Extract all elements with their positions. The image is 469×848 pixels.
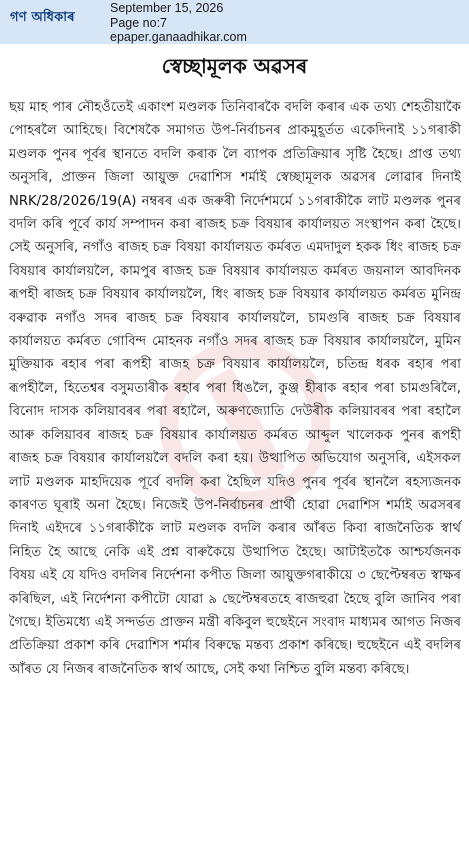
- epaper-header: [0, 0, 469, 44]
- newspaper-logo[interactable]: [10, 8, 75, 29]
- article-headline: স্বেচ্ছামূলক অৱসৰ: [161, 54, 308, 78]
- issue-date: September 15, 2026: [110, 1, 224, 15]
- page-number: Page no:7: [110, 15, 167, 30]
- article-body: ছয় মাহ পাৰ নৌহওঁতেই একাংশ মণ্ডলক তিনিবাৰকৈ বদলি কৰাৰ এক তথ্য শেহতীয়াকৈ পোহৰলৈ আহিছে। বিশেষকৈ সমাগত উপ-নিৰ্বাচনৰ প্ৰাকমুহূৰ্তত একেদিনাই ১১গৰাকী মণ্ডলক পুনৰ পূৰ্বৰ স্থানতে বদলি কৰাক লৈ ব্যাপক প্ৰতিক্ৰিয়াৰ সৃষ্টি হৈছে। প্ৰাপ্ত তথ্য অনুসৰি, প্ৰাক্তন জিলা আয়ুক্ত দেৱাশিস শৰ্মাই স্বেচ্ছামূলক অৱসৰ লোৱাৰ দিনাই NRK/28/2026/19(A) নম্বৰৰ এক জৰুৰী নিৰ্দেশমৰ্মে ১১গৰাকীকৈ লাট মণ্ডলক পুনৰ বদলি কৰি পূৰ্বে কাৰ্য সম্পাদন কৰা ৰাজহ চক্ৰ বিষয়াৰ কাৰ্যালয়ত সংস্থাপন কৰা হৈছে। সেই অনুসৰি, নগাঁও ৰাজহ চক্ৰ বিষয়া কাৰ্যালয়ত কৰ্মৰত এমদাদুল হকক ধিং ৰাজহ চক্ৰ বিষয়াৰ কাৰ্যালয়লৈ, কামপুৰ ৰাজহ চক্ৰ বিষয়াৰ কাৰ্যালয়ত কৰ্মৰত জয়নাল আবদিনক ৰূপহী ৰাজহ চক্ৰ বিষয়াৰ কাৰ্যালয়লৈ, ধিং ৰাজহ চক্ৰ বিষয়াৰ কাৰ্যালয়ত কৰ্মৰত মুনিন্দ্ৰ বৰুৱাক নগাঁও সদৰ ৰাজহ চক্ৰ বিষয়াৰ কাৰ্যালয়লৈ, চামগুৰি ৰাজহ চক্ৰ বিষয়াৰ কাৰ্যালয়ত কৰ্মৰত গোবিন্দ মোহনক নগাঁও সদৰ ৰাজহ চক্ৰ বিষয়াৰ কাৰ্যালয়লৈ, মুমিন মুক্তিয়াক ৰহাৰ পৰা ৰূপহী ৰাজহ চক্ৰ বিষয়াৰ কাৰ্যালয়লৈ, চতিন্দ্ৰ ধৰক ৰহাৰ পৰা ৰূপহীলৈ, হিতেশ্বৰ বসুমতাৰীক ৰহাৰ পৰা ধিঙলৈ, কুঞ্জ হীৰাক ৰহাৰ পৰা চামগুৰিলৈ, বিনোদ দাসক কলিয়াবৰৰ পৰা ৰহালৈ, অৰুণজ্যোতি দেউৰীক কলিয়াবৰৰ পৰা ৰহালৈ আৰু কলিয়াবৰ ৰাজহ চক্ৰ বিষয়াৰ কাৰ্যালয়ত কৰ্মৰত আব্দুল খালেকক পুনৰ ৰূপহী ৰাজহ চক্ৰ বিষয়াৰ কাৰ্যালয়লৈ বদলি কৰা হয়। উত্থাপিত অভিযোগ অনুসৰি, এইসকল লাট মণ্ডলক মাহদিয়েক পূৰ্বে বদলি কৰা হৈছিল যদিও পুনৰ পূৰ্বৰ স্থানলৈ ৰহস্যজনক কাৰণত ঘূৰাই অনা হৈছে। নিজেই উপ-নিৰ্বাচনৰ প্ৰাৰ্থী হোৱা দেৱাশিস শৰ্মাই অৱসৰৰ দিনাই এইদৰে ১১গৰাকীকৈ লাট মণ্ডলক বদলি কৰাৰ আঁৰত কিবা ৰাজনৈতিক স্বাৰ্থ নিহিত হৈ আছে নেকি এই প্ৰশ্ন বাৰুকৈয়ে উত্থাপিত হৈছে। আটাইতকৈ আশ্চৰ্যজনক বিষয় এই যে যদিও বদলিৰ নিৰ্দেশনা কপীত জিলা আয়ুক্তগৰাকীয়ে ৩ ছেপ্টেম্বৰত স্বাক্ষৰ কৰিছিল, এই নিৰ্দেশনা কপীটো যোৱা ৯ ছেপ্টেম্বৰতহে ৰাজহুৱা হৈছে বুলি জানিব পৰা গৈছে। ইতিমধ্যে এই সন্দৰ্ভত প্ৰাক্তন মন্ত্ৰী ৰকিবুল হুছেইনে সংবাদ মাধ্যমৰ আগত নিজৰ প্ৰতিক্ৰিয়া প্ৰকাশ কৰি দেৱাশিস শৰ্মাৰ বিৰুদ্ধে মন্তব্য প্ৰকাশ কৰিছে। হুছেইনে এই বদলিৰ আঁৰত যে নিজৰ ৰাজনৈতিক স্বাৰ্থ আছে, সেই কথা নিশ্চিত বুলি মন্তব্য কৰিছে।: [9, 100, 462, 677]
- site-url[interactable]: epaper.ganaadhikar.com: [110, 30, 247, 44]
- logo-text: গণ অধিকাৰ: [10, 10, 75, 25]
- page-meta: [110, 1, 247, 45]
